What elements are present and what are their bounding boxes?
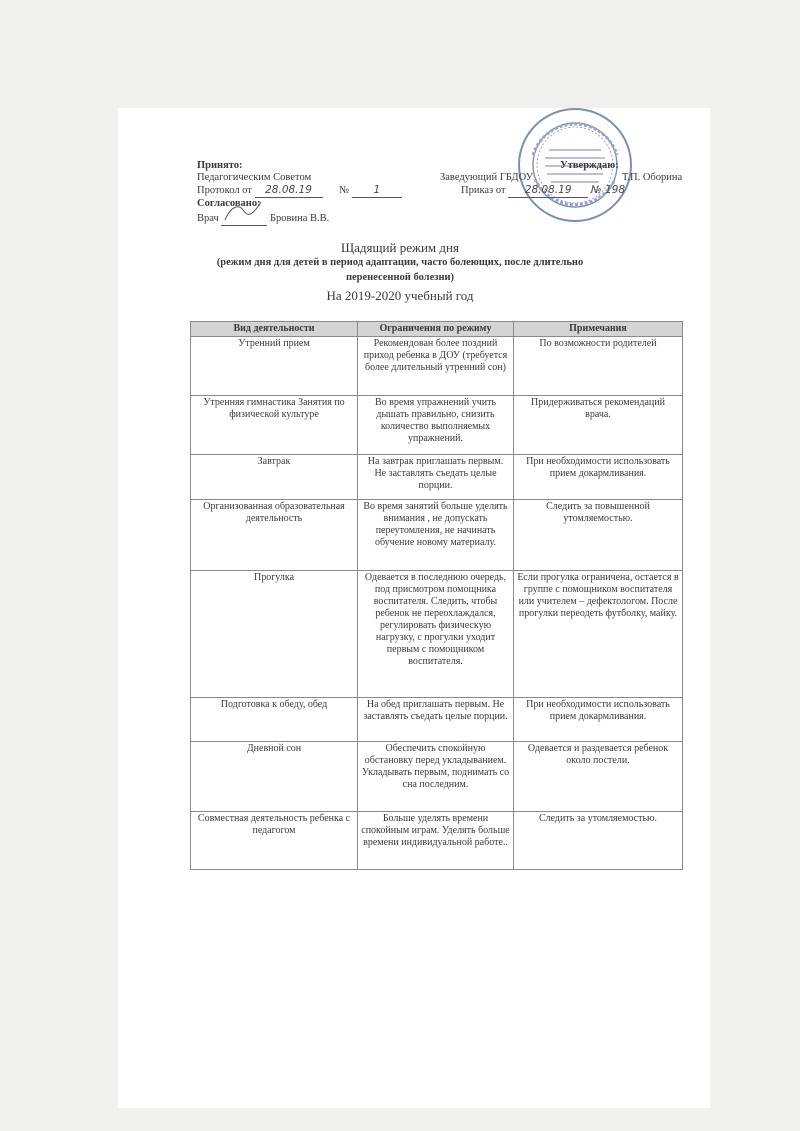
note-cell: Следить за утомляемостью. [514,812,683,870]
table-row [191,742,683,812]
page-subtitle-line1: (режим дня для детей в период адаптации, часто болеющих, после длительно [216,257,584,268]
note-cell: При необходимости использовать прием докармливания. [514,698,683,742]
order-label: Приказ от [461,185,506,196]
note-cell: Следить за повышенной утомляемостью. [514,500,683,571]
table-header-row [191,322,683,337]
doctor-signature [221,212,267,226]
table-row [191,337,683,396]
activity-cell: Дневной сон [191,742,358,812]
page-subtitle-line2: перенесенной болезни) [345,272,455,283]
note-cell: По возможности родителей [514,337,683,396]
protocol-label: Протокол от [197,185,252,196]
activity-cell: Прогулка [191,571,358,698]
head-name: Т.П. Оборина [622,172,683,183]
table-row [191,698,683,742]
activity-cell: Утренняя гимнастика Занятия по физической культуре [191,396,358,455]
restriction-cell: Во время занятий больше уделять внимания , не допускать переутомления, не начинать обучение новому материалу. [358,500,514,571]
order-number: № 198 [590,184,626,196]
column-header-note: Примечания [514,322,683,337]
table-row [191,396,683,455]
table-row [191,500,683,571]
restriction-cell: На обед приглашать первым. Не заставлять съедать целые порции. [358,698,514,742]
protocol-line [197,184,402,198]
restriction-cell: Обеспечить спокойную обстановку перед укладыванием. Укладывать первым, поднимать со сна последним. [358,742,514,812]
order-line [461,184,625,198]
doctor-line [197,212,329,226]
column-header-restriction: Ограничения по режиму [358,322,514,337]
agreed-label: Согласовано: [197,198,261,209]
accepted-label: Принято: [197,160,243,171]
table-row [191,571,683,698]
protocol-number: 1 [352,184,402,198]
table-row [191,455,683,500]
doctor-name: Бровина В.В. [270,213,330,224]
school-year: На 2019-2020 учебный год [326,288,474,303]
order-date: 28.08.19 [508,184,588,198]
note-cell: Одевается и раздевается ребенок около постели. [514,742,683,812]
note-cell: Если прогулка ограничена, остается в группе с помощником воспитателя или учителем – дефектологом. После прогулки переодеть футболку, майку. [514,571,683,698]
restriction-cell: Во время упражнений учить дышать правильно, снизить количество выполняемых упражнений. [358,396,514,455]
head-position: Заведующий ГБДОУ [440,172,534,183]
note-cell: Придерживаться рекомендаций врача. [514,396,683,455]
note-cell: При необходимости использовать прием докармливания. [514,455,683,500]
column-header-activity: Вид деятельности [191,322,358,337]
table-row [191,812,683,870]
approved-label: Утверждаю: [560,160,619,171]
activity-cell: Совместная деятельность ребенка с педагогом [191,812,358,870]
activity-cell: Завтрак [191,455,358,500]
council-name: Педагогическим Советом [197,172,312,183]
regime-table [190,321,683,870]
activity-cell: Утренний прием [191,337,358,396]
restriction-cell: На завтрак приглашать первым. Не заставлять съедать целые порции. [358,455,514,500]
restriction-cell: Одевается в последнюю очередь, под присмотром помощника воспитателя. Следить, чтобы ребенок не переохлаждался, регулировать физическую нагрузку, с прогулки уходит первым с помощником воспитателя. [358,571,514,698]
doctor-label: Врач [197,213,219,224]
activity-cell: Подготовка к обеду, обед [191,698,358,742]
protocol-date: 28.08.19 [255,184,323,198]
restriction-cell: Рекомендован более поздний приход ребенка в ДОУ (требуется более длительный утренний сон) [358,337,514,396]
restriction-cell: Больше уделять времени спокойным играм. Уделять больше времени индивидуальной работе.. [358,812,514,870]
page-title: Щадящий режим дня [341,240,459,255]
protocol-number-label: № [339,185,350,196]
activity-cell: Организованная образовательная деятельность [191,500,358,571]
